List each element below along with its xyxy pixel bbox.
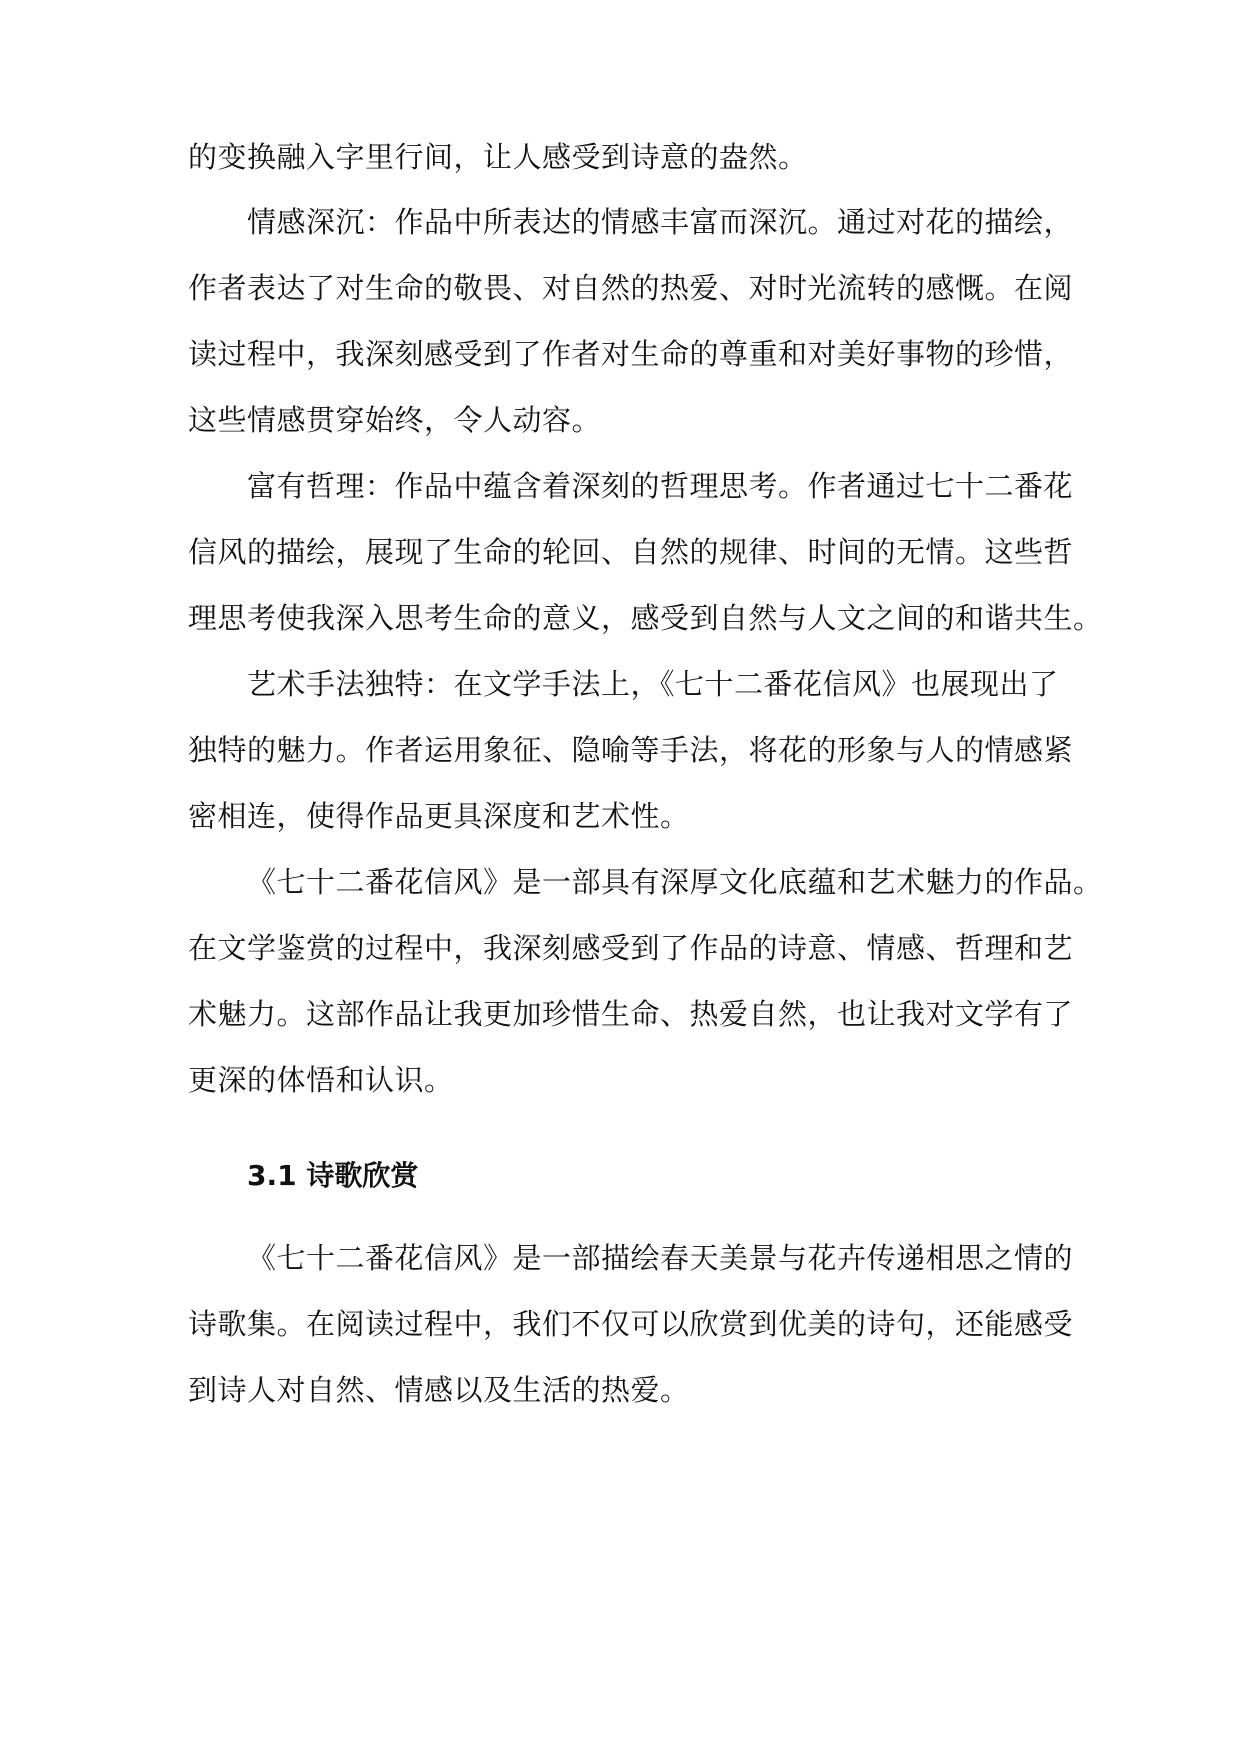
section-heading: 3.1 诗歌欣赏	[247, 1159, 419, 1192]
text-line: 到诗人对自然、情感以及生活的热爱。	[188, 1373, 690, 1407]
text-line: 《七十二番花信风》是一部描绘春天美景与花卉传递相思之情的	[247, 1241, 1074, 1275]
text-line: 的变换融入字里行间，让人感受到诗意的盎然。	[188, 140, 808, 174]
text-line: 信风的描绘，展现了生命的轮回、自然的规律、时间的无情。这些哲	[188, 535, 1074, 569]
text-line: 这些情感贯穿始终，令人动容。	[188, 403, 602, 437]
text-line: 密相连，使得作品更具深度和艺术性。	[188, 799, 690, 833]
text-line: 诗歌集。在阅读过程中，我们不仅可以欣赏到优美的诗句，还能感受	[188, 1307, 1074, 1341]
text-line: 理思考使我深入思考生命的意义，感受到自然与人文之间的和谐共生。	[188, 601, 1103, 635]
text-line: 富有哲理：作品中蕴含着深刻的哲理思考。作者通过七十二番花	[247, 469, 1074, 503]
text-line: 作者表达了对生命的敬畏、对自然的热爱、对时光流转的感慨。在阅	[188, 271, 1074, 305]
text-line: 更深的体悟和认识。	[188, 1063, 454, 1097]
text-line: 在文学鉴赏的过程中，我深刻感受到了作品的诗意、情感、哲理和艺	[188, 931, 1074, 965]
text-line: 情感深沉：作品中所表达的情感丰富而深沉。通过对花的描绘，	[247, 205, 1074, 239]
text-line: 独特的魅力。作者运用象征、隐喻等手法，将花的形象与人的情感紧	[188, 733, 1074, 767]
text-line: 读过程中，我深刻感受到了作者对生命的尊重和对美好事物的珍惜，	[188, 337, 1074, 371]
text-line: 《七十二番花信风》是一部具有深厚文化底蕴和艺术魅力的作品。	[247, 865, 1103, 899]
text-line: 艺术手法独特：在文学手法上，《七十二番花信风》也展现出了	[247, 667, 1059, 701]
text-line: 术魅力。这部作品让我更加珍惜生命、热爱自然，也让我对文学有了	[188, 997, 1074, 1031]
